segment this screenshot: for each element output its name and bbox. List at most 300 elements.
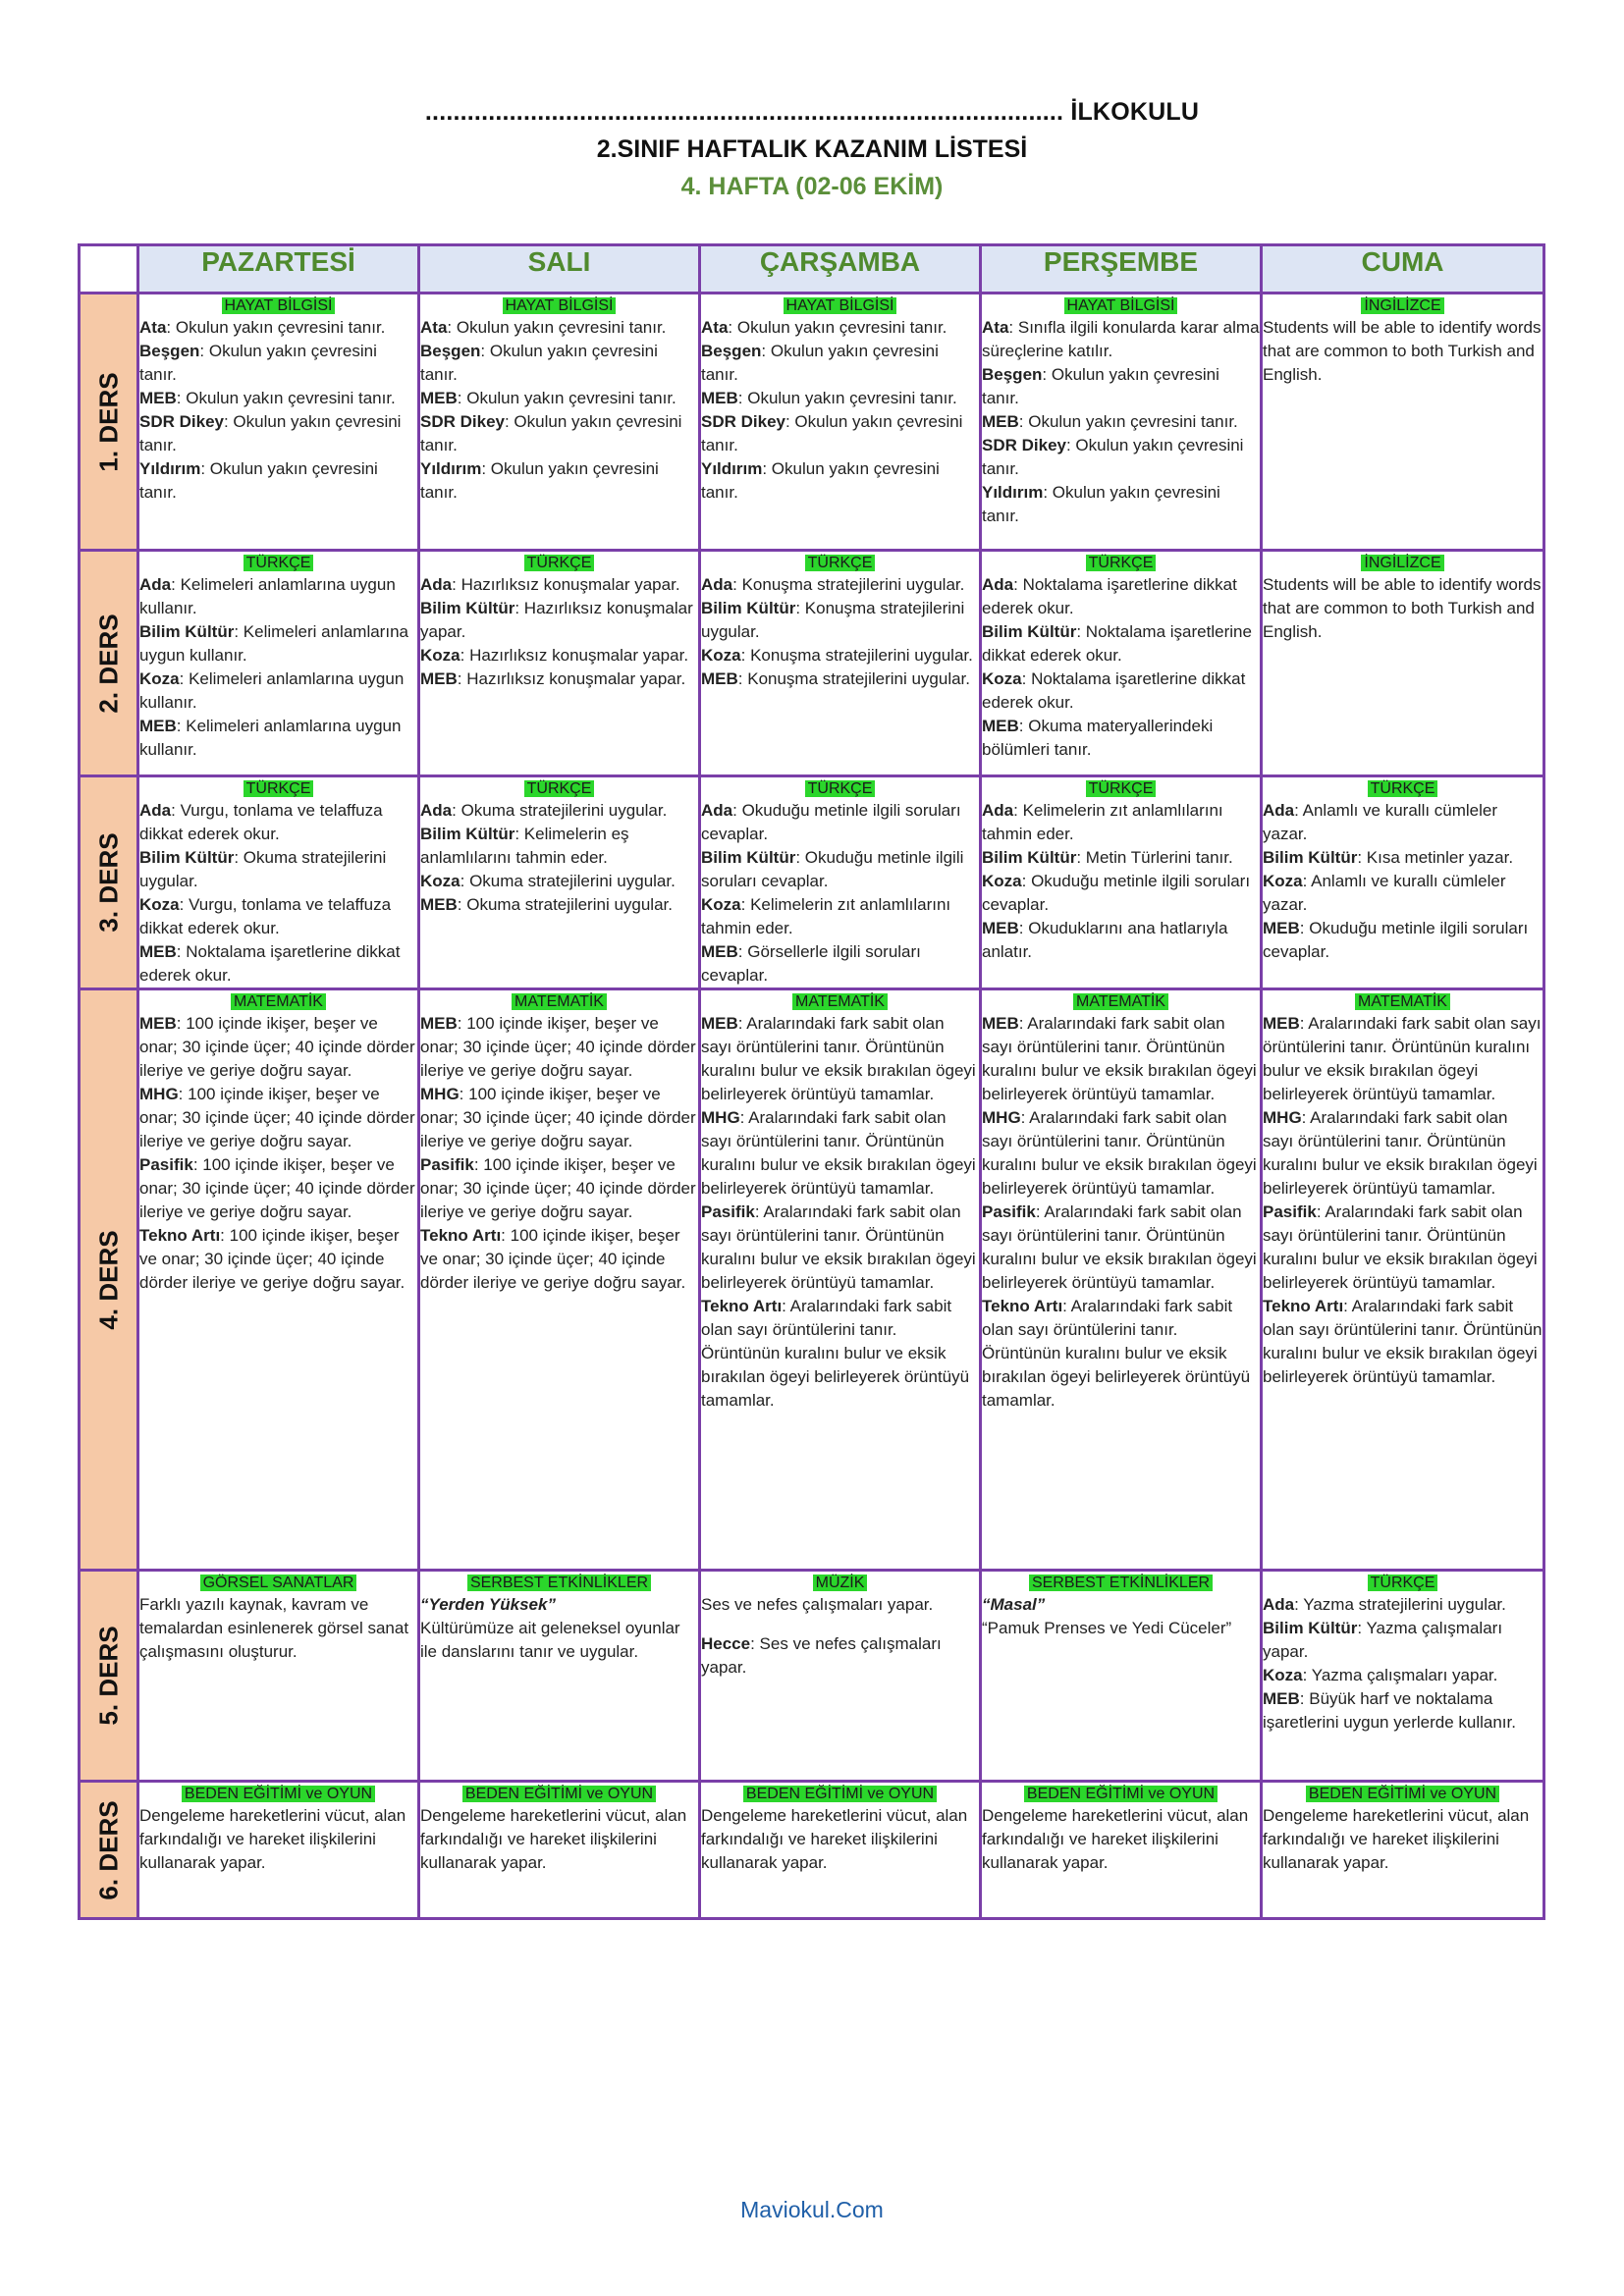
subject-heading (982, 294, 1260, 316)
publisher-name: SDR Dikey (139, 412, 224, 431)
spacer (701, 1617, 979, 1632)
outcome-text: : Okuma stratejilerini uygular. (457, 895, 673, 914)
lesson-label: 4. DERS (93, 1229, 123, 1330)
lesson-cell (138, 1571, 419, 1782)
weekly-plan-table (78, 243, 1545, 1920)
lesson-cell (1262, 551, 1544, 776)
publisher-name: Pasifik (139, 1155, 193, 1174)
outcome-text: : Okuduğu metinle ilgili soruları cevaplar. (701, 801, 961, 843)
outcome-entry (139, 846, 417, 893)
outcome-entry (701, 457, 979, 505)
day-header: SALI (419, 245, 700, 294)
publisher-name: Tekno Artı (1263, 1297, 1344, 1315)
outcome-entry (139, 940, 417, 988)
subject-label: BEDEN EĞİTİMİ ve OYUN (743, 1786, 937, 1802)
publisher-name: Tekno Artı (420, 1226, 502, 1245)
publisher-name: Bilim Kültür (1263, 848, 1358, 867)
publisher-name: Koza (982, 669, 1022, 688)
outcome-entry (420, 573, 698, 597)
subject-heading (1263, 1783, 1543, 1804)
publisher-name: Bilim Kültür (139, 848, 235, 867)
lesson-label: 1. DERS (93, 371, 123, 472)
subject-heading (139, 777, 417, 799)
publisher-name: MEB (701, 1014, 738, 1033)
publisher-name: Tekno Artı (139, 1226, 221, 1245)
outcome-text: : Okulun yakın çevresini tanır. (701, 459, 940, 502)
outcome-entry (982, 1201, 1260, 1295)
outcome-entry (701, 799, 979, 846)
subject-label: MATEMATİK (1355, 993, 1450, 1010)
outcome-entry (139, 1012, 417, 1083)
outcome-text: : Aralarındaki fark sabit olan sayı örüntülerini tanır. Örüntünün kuralını bulur ve eksik bırakılan ögeyi belirleyerek örüntüyü tamamlar. (701, 1297, 970, 1410)
subject-heading (139, 990, 417, 1012)
outcome-text: : 100 içinde ikişer, beşer ve onar; 30 içinde üçer; 40 içinde dörder ileriye ve geriye doğru sayar. (139, 1226, 406, 1292)
outcome-text: : Okulun yakın çevresini tanır. (139, 412, 402, 454)
outcome-entry (982, 363, 1260, 410)
outcome-text: : Anlamlı ve kurallı cümleler yazar. (1263, 801, 1498, 843)
outcome-text: : Konuşma stratejilerini uygular. (737, 669, 971, 688)
lesson-cell (981, 776, 1262, 989)
subject-heading (982, 1572, 1260, 1593)
outcome-text: : Büyük harf ve noktalama işaretlerini uygun yerlerde kullanır. (1263, 1689, 1516, 1732)
outcome-entry (420, 1804, 698, 1875)
outcome-entry (701, 940, 979, 988)
outcome-entry (420, 893, 698, 917)
lesson-label: 5. DERS (93, 1626, 123, 1726)
subject-label: MATEMATİK (1073, 993, 1168, 1010)
outcome-entry (139, 457, 417, 505)
lesson-row (80, 551, 1544, 776)
outcome-text: : Okuduğu metinle ilgili soruları cevaplar. (701, 848, 964, 890)
outcome-entry (1263, 846, 1543, 870)
lesson-cell (981, 1782, 1262, 1919)
subject-heading (139, 1572, 417, 1593)
publisher-name: MEB (139, 942, 177, 961)
subject-label: HAYAT BİLGİSİ (222, 297, 336, 314)
outcome-entry (139, 340, 417, 387)
outcome-text: : Hazırlıksız konuşmalar yapar. (452, 575, 680, 594)
outcome-entry (420, 1224, 698, 1295)
outcome-entry (982, 799, 1260, 846)
outcome-entry (139, 799, 417, 846)
day-header: ÇARŞAMBA (700, 245, 981, 294)
outcome-text: : Okulun yakın çevresini tanır. (166, 318, 386, 337)
subject-label: BEDEN EĞİTİMİ ve OYUN (1024, 1786, 1218, 1802)
outcome-entry (139, 667, 417, 715)
publisher-name: Ata (420, 318, 448, 337)
outcome-text: : Okulun yakın çevresini tanır. (728, 318, 947, 337)
publisher-name: MHG (1263, 1108, 1302, 1127)
subject-label: TÜRKÇE (244, 555, 314, 571)
outcome-entry (420, 1593, 698, 1617)
subject-label: TÜRKÇE (244, 780, 314, 797)
publisher-name: MHG (139, 1085, 179, 1103)
subject-label: HAYAT BİLGİSİ (1064, 297, 1178, 314)
outcome-entry (1263, 316, 1543, 387)
lesson-cell (419, 989, 700, 1571)
outcome-entry (982, 1012, 1260, 1106)
outcome-text: : Okuma stratejilerini uygular. (139, 848, 387, 890)
outcome-text: : Hazırlıksız konuşmalar yapar. (457, 669, 686, 688)
outcome-entry (420, 1012, 698, 1083)
publisher-name: MEB (420, 895, 458, 914)
outcome-text: : Noktalama işaretlerine dikkat ederek okur. (982, 575, 1237, 617)
outcome-text: : Sınıfla ilgili konularda karar alma süreçlerine katılır. (982, 318, 1260, 360)
outcome-text: : Aralarındaki fark sabit olan sayı örüntülerini tanır. Örüntünün kuralını bulur ve eksik bırakılan ögeyi belirleyerek örüntüyü tamamlar. (701, 1202, 976, 1292)
publisher-name: Bilim Kültür (1263, 1619, 1358, 1637)
outcome-entry (420, 410, 698, 457)
outcome-text: : 100 içinde ikişer, beşer ve onar; 30 içinde üçer; 40 içinde dörder ileriye ve geriye doğru sayar. (420, 1226, 686, 1292)
outcome-entry (982, 715, 1260, 762)
publisher-name: Yıldırım (420, 459, 482, 478)
publisher-name: Ada (701, 575, 733, 594)
outcome-entry (420, 316, 698, 340)
list-title: 2.SINIF HAFTALIK KAZANIM LİSTESİ (596, 135, 1028, 163)
subject-label: TÜRKÇE (1086, 780, 1157, 797)
lesson-cell (138, 776, 419, 989)
outcome-text: : 100 içinde ikişer, beşer ve onar; 30 içinde üçer; 40 içinde dörder ileriye ve geriye doğru sayar. (420, 1155, 696, 1221)
outcome-text: : Konuşma stratejilerini uygular. (701, 599, 965, 641)
subject-label: MATEMATİK (792, 993, 888, 1010)
outcome-text: : Noktalama işaretlerine dikkat ederek okur. (982, 669, 1246, 712)
outcome-entry (982, 846, 1260, 870)
outcome-entry (1263, 870, 1543, 917)
subject-label: TÜRKÇE (1368, 1575, 1438, 1591)
subject-label: SERBEST ETKİNLİKLER (1029, 1575, 1213, 1591)
lesson-cell (419, 551, 700, 776)
subject-label: TÜRKÇE (1368, 780, 1438, 797)
outcome-text: : Aralarındaki fark sabit olan sayı örüntülerini tanır. Örüntünün kuralını bulur ve eksik bırakılan ögeyi belirleyerek örüntüyü tamamlar. (1263, 1202, 1538, 1292)
outcome-entry (1263, 1593, 1543, 1617)
outcome-entry (420, 597, 698, 644)
publisher-name: SDR Dikey (420, 412, 505, 431)
outcome-text: : Aralarındaki fark sabit olan sayı örüntülerini tanır. Örüntünün kuralını bulur ve eksik bırakılan ögeyi belirleyerek örüntüyü tamamlar. (1263, 1108, 1538, 1198)
day-header: PERŞEMBE (981, 245, 1262, 294)
publisher-name: Ata (982, 318, 1009, 337)
outcome-entry (701, 1295, 979, 1413)
outcome-entry (701, 1632, 979, 1680)
outcome-text: : Okulun yakın çevresini tanır. (420, 412, 682, 454)
outcome-entry (1263, 917, 1543, 964)
outcome-text: : Aralarındaki fark sabit olan sayı örüntülerini tanır. Örüntünün kuralını bulur ve eksik bırakılan ögeyi belirleyerek örüntüyü tamamlar. (982, 1202, 1257, 1292)
outcome-entry (701, 597, 979, 644)
outcome-entry (982, 410, 1260, 434)
publisher-name: MEB (982, 412, 1019, 431)
subject-label: TÜRKÇE (805, 780, 876, 797)
subject-heading (420, 1783, 698, 1804)
lesson-row (80, 294, 1544, 551)
publisher-name: MEB (982, 1014, 1019, 1033)
outcome-entry (701, 846, 979, 893)
school-name: ........................................................................................... İLKOKULU (424, 98, 1200, 126)
outcome-entry (420, 457, 698, 505)
outcome-text: : Vurgu, tonlama ve telaffuza dikkat ederek okur. (139, 801, 383, 843)
publisher-name: Tekno Artı (982, 1297, 1063, 1315)
publisher-name: MEB (701, 942, 738, 961)
publisher-name: Bilim Kültür (701, 599, 796, 617)
outcome-text: : Kısa metinler yazar. (1357, 848, 1514, 867)
subject-heading (982, 552, 1260, 573)
outcome-entry (139, 316, 417, 340)
lesson-cell (1262, 776, 1544, 989)
subject-heading (701, 552, 979, 573)
outcome-text: : Kelimeleri anlamlarına uygun kullanır. (139, 717, 402, 759)
publisher-name: Pasifik (701, 1202, 755, 1221)
outcome-entry (420, 1083, 698, 1153)
outcome-entry (139, 387, 417, 410)
outcome-text: Ses ve nefes çalışmaları yapar. (701, 1595, 934, 1614)
publisher-name: Ada (982, 801, 1014, 820)
subject-heading (701, 294, 979, 316)
outcome-text: : Okulun yakın çevresini tanır. (1018, 412, 1238, 431)
outcome-entry (139, 715, 417, 762)
outcome-entry (982, 1106, 1260, 1201)
outcome-text: : 100 içinde ikişer, beşer ve onar; 30 içinde üçer; 40 içinde dörder ileriye ve geriye doğru sayar. (420, 1014, 696, 1080)
outcome-entry (701, 1593, 979, 1617)
outcome-text: Students will be able to identify words that are common to both Turkish and English. (1263, 575, 1542, 641)
subject-label: BEDEN EĞİTİMİ ve OYUN (182, 1786, 375, 1802)
publisher-name: Ada (701, 801, 733, 820)
publisher-name: Ada (1263, 1595, 1295, 1614)
publisher-name: MEB (139, 717, 177, 735)
outcome-entry (701, 1804, 979, 1875)
subject-label: TÜRKÇE (805, 555, 876, 571)
subject-label: İNGİLİZCE (1361, 297, 1443, 314)
lesson-cell (700, 551, 981, 776)
lesson-row (80, 1571, 1544, 1782)
outcome-text: : Kelimeleri anlamlarına uygun kullanır. (139, 575, 396, 617)
outcome-text: : Aralarındaki fark sabit olan sayı örüntülerini tanır. Örüntünün kuralını bulur ve eksik bırakılan ögeyi belirleyerek örüntüyü tamamlar. (701, 1108, 976, 1198)
corner-cell (80, 245, 138, 294)
subject-heading (1263, 777, 1543, 799)
outcome-text: : Aralarındaki fark sabit olan sayı örüntülerini tanır. Örüntünün kuralını bulur ve eksik bırakılan ögeyi belirleyerek örüntüyü tamamlar. (1263, 1014, 1542, 1103)
publisher-name: Bilim Kültür (420, 599, 515, 617)
publisher-name: MEB (420, 669, 458, 688)
outcome-entry (701, 1201, 979, 1295)
outcome-entry (982, 917, 1260, 964)
day-header: PAZARTESİ (138, 245, 419, 294)
publisher-name: Koza (1263, 872, 1303, 890)
lesson-label: 3. DERS (93, 832, 123, 933)
publisher-name: Bilim Kültür (982, 848, 1077, 867)
outcome-entry (139, 620, 417, 667)
outcome-entry (420, 667, 698, 691)
publisher-name: SDR Dikey (701, 412, 785, 431)
outcome-text: Farklı yazılı kaynak, kavram ve temalardan esinlenerek görsel sanat çalışmasını oluşturur. (139, 1595, 409, 1661)
subject-heading (701, 1572, 979, 1593)
subject-label: TÜRKÇE (524, 780, 595, 797)
subject-label: SERBEST ETKİNLİKLER (467, 1575, 651, 1591)
outcome-entry (982, 316, 1260, 363)
lesson-cell (138, 551, 419, 776)
outcome-text: : Okulun yakın çevresini tanır. (139, 459, 378, 502)
outcome-text: : 100 içinde ikişer, beşer ve onar; 30 içinde üçer; 40 içinde dörder ileriye ve geriye doğru sayar. (139, 1155, 415, 1221)
footer-site: Maviokul.Com (740, 2197, 884, 2222)
outcome-text: : Aralarındaki fark sabit olan sayı örüntülerini tanır. Örüntünün kuralını bulur ve eksik bırakılan ögeyi belirleyerek örüntüyü tamamlar. (1263, 1297, 1543, 1386)
lesson-label-cell (80, 989, 138, 1571)
lesson-row (80, 1782, 1544, 1919)
outcome-entry (701, 893, 979, 940)
outcome-entry (420, 823, 698, 870)
publisher-name: Koza (139, 895, 180, 914)
subject-heading (139, 552, 417, 573)
lesson-label: 6. DERS (93, 1799, 123, 1900)
subject-label: TÜRKÇE (524, 555, 595, 571)
subject-heading (982, 990, 1260, 1012)
outcome-entry (420, 1617, 698, 1664)
outcome-text: : 100 içinde ikişer, beşer ve onar; 30 içinde üçer; 40 içinde dörder ileriye ve geriye doğru sayar. (139, 1085, 415, 1150)
publisher-name: Koza (1263, 1666, 1303, 1684)
lesson-cell (1262, 294, 1544, 551)
activity-title: “Masal” (982, 1595, 1046, 1614)
outcome-entry (1263, 1106, 1543, 1201)
outcome-text: : Yazma çalışmaları yapar. (1302, 1666, 1498, 1684)
outcome-text: : Okulun yakın çevresini tanır. (982, 436, 1244, 478)
outcome-entry (701, 410, 979, 457)
outcome-entry (1263, 1012, 1543, 1106)
outcome-text: : Okulun yakın çevresini tanır. (176, 389, 396, 407)
publisher-name: Bilim Kültür (701, 848, 796, 867)
outcome-text: : Okulun yakın çevresini tanır. (457, 389, 677, 407)
day-header: CUMA (1262, 245, 1544, 294)
outcome-entry (982, 620, 1260, 667)
outcome-text: : Konuşma stratejilerini uygular. (740, 646, 973, 665)
publisher-name: Koza (701, 895, 741, 914)
outcome-text: : Vurgu, tonlama ve telaffuza dikkat ederek okur. (139, 895, 392, 937)
outcome-entry (139, 573, 417, 620)
publisher-name: Pasifik (1263, 1202, 1317, 1221)
publisher-name: Ada (139, 801, 172, 820)
outcome-text: : Kelimeleri anlamlarına uygun kullanır. (139, 622, 408, 665)
lesson-cell (419, 776, 700, 989)
outcome-entry (139, 410, 417, 457)
lesson-cell (419, 294, 700, 551)
outcome-text: : Okulun yakın çevresini tanır. (420, 342, 658, 384)
subject-heading (701, 777, 979, 799)
outcome-text: : Noktalama işaretlerine dikkat ederek okur. (982, 622, 1252, 665)
outcome-text: : Aralarındaki fark sabit olan sayı örüntülerini tanır. Örüntünün kuralını bulur ve eksik bırakılan ögeyi belirleyerek örüntüyü tamamlar. (982, 1014, 1257, 1103)
outcome-entry (701, 387, 979, 410)
subject-heading (420, 1572, 698, 1593)
subject-label: MATEMATİK (231, 993, 326, 1010)
subject-label: İNGİLİZCE (1361, 555, 1443, 571)
outcome-entry (1263, 799, 1543, 846)
publisher-name: Ata (701, 318, 729, 337)
outcome-entry (420, 799, 698, 823)
lesson-row (80, 989, 1544, 1571)
outcome-entry (420, 340, 698, 387)
outcome-text: : Hazırlıksız konuşmalar yapar. (460, 646, 689, 665)
publisher-name: Tekno Artı (701, 1297, 783, 1315)
publisher-name: MEB (139, 1014, 177, 1033)
outcome-text: : Okulun yakın çevresini tanır. (139, 342, 377, 384)
outcome-entry (701, 1106, 979, 1201)
lesson-cell (700, 1571, 981, 1782)
subject-label: HAYAT BİLGİSİ (503, 297, 617, 314)
outcome-entry (139, 1083, 417, 1153)
subject-heading (701, 1783, 979, 1804)
publisher-name: MEB (1263, 1689, 1300, 1708)
publisher-name: MEB (1263, 919, 1300, 937)
outcome-text: : Hazırlıksız konuşmalar yapar. (420, 599, 693, 641)
outcome-entry (982, 870, 1260, 917)
publisher-name: MEB (982, 919, 1019, 937)
outcome-text: : Kelimelerin zıt anlamlılarını tahmin eder. (982, 801, 1223, 843)
publisher-name: Ada (420, 801, 453, 820)
subject-heading (1263, 294, 1543, 316)
outcome-entry (1263, 1664, 1543, 1687)
lesson-cell (419, 1571, 700, 1782)
outcome-text: Dengeleme hareketlerini vücut, alan farkındalığı ve hareket ilişkilerini kullanarak yapar. (1263, 1806, 1530, 1872)
publisher-name: MEB (420, 389, 458, 407)
outcome-text: : Okuma materyallerindeki bölümleri tanır. (982, 717, 1214, 759)
subject-heading (701, 990, 979, 1012)
lesson-cell (700, 776, 981, 989)
publisher-name: Pasifik (420, 1155, 474, 1174)
outcome-entry (1263, 1201, 1543, 1295)
outcome-entry (139, 1804, 417, 1875)
outcome-entry (1263, 1687, 1543, 1735)
publisher-name: Bilim Kültür (420, 825, 515, 843)
outcome-entry (982, 1295, 1260, 1413)
publisher-name: Beşgen (982, 365, 1043, 384)
subject-label: GÖRSEL SANATLAR (200, 1575, 357, 1591)
lesson-cell (700, 989, 981, 1571)
lesson-cell (981, 989, 1262, 1571)
lesson-cell (700, 294, 981, 551)
lesson-cell (138, 294, 419, 551)
subject-label: BEDEN EĞİTİMİ ve OYUN (1306, 1786, 1499, 1802)
publisher-name: MEB (1263, 1014, 1300, 1033)
outcome-entry (701, 573, 979, 597)
outcome-entry (420, 870, 698, 893)
publisher-name: Beşgen (420, 342, 481, 360)
outcome-text: : Anlamlı ve kurallı cümleler yazar. (1263, 872, 1506, 914)
publisher-name: MEB (701, 669, 738, 688)
lesson-cell (138, 1782, 419, 1919)
outcome-text: : Okulun yakın çevresini tanır. (447, 318, 667, 337)
lesson-cell (138, 989, 419, 1571)
publisher-name: Pasifik (982, 1202, 1036, 1221)
outcome-entry (701, 644, 979, 667)
outcome-text: : Görsellerle ilgili soruları cevaplar. (701, 942, 921, 985)
outcome-text: : Okuduğu metinle ilgili soruları cevaplar. (1263, 919, 1529, 961)
lesson-cell (1262, 1782, 1544, 1919)
publisher-name: Koza (139, 669, 180, 688)
outcome-text: : Metin Türlerini tanır. (1076, 848, 1233, 867)
outcome-text: : Konuşma stratejilerini uygular. (732, 575, 965, 594)
outcome-text: Kültürümüze ait geleneksel oyunlar ile danslarını tanır ve uygular. (420, 1619, 680, 1661)
publisher-name: Beşgen (139, 342, 200, 360)
outcome-text: : Okuma stratejilerini uygular. (452, 801, 668, 820)
subject-heading (982, 1783, 1260, 1804)
activity-title: “Yerden Yüksek” (420, 1595, 556, 1614)
outcome-entry (701, 340, 979, 387)
lesson-cell (981, 1571, 1262, 1782)
publisher-name: Yıldırım (982, 483, 1044, 502)
lesson-row (80, 776, 1544, 989)
outcome-text: : Yazma çalışmaları yapar. (1263, 1619, 1503, 1661)
lesson-label-cell (80, 551, 138, 776)
subject-heading (1263, 552, 1543, 573)
outcome-text: Students will be able to identify words that are common to both Turkish and English. (1263, 318, 1542, 384)
outcome-text: Dengeleme hareketlerini vücut, alan farkındalığı ve hareket ilişkilerini kullanarak yapar. (982, 1806, 1249, 1872)
subject-label: BEDEN EĞİTİMİ ve OYUN (462, 1786, 656, 1802)
publisher-name: Hecce (701, 1634, 751, 1653)
outcome-entry (139, 893, 417, 940)
outcome-entry (982, 1804, 1260, 1875)
outcome-entry (701, 667, 979, 691)
